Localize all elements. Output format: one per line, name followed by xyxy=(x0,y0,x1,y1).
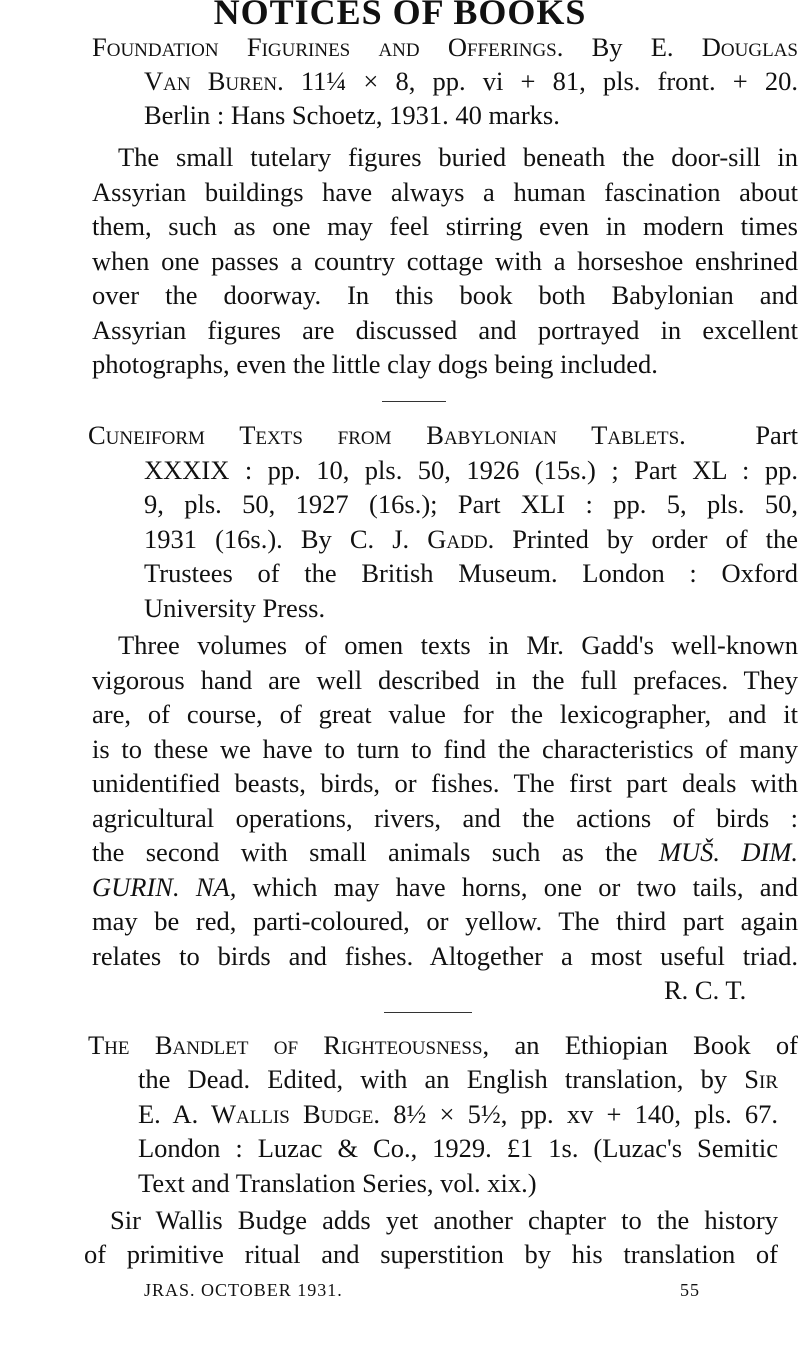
review-heading-line xyxy=(144,522,798,557)
section-divider xyxy=(384,1012,472,1013)
review-heading-line: 9, pls. 50, 1927 (16s.); Part XLI : pp. 5, pls. 50, xyxy=(144,489,798,519)
author-name: Sir xyxy=(744,1064,778,1094)
body-text: the second with small animals such as the xyxy=(92,837,659,867)
heading-text: 1931 (16s.). By C. J. xyxy=(144,524,428,554)
review-body-line: is to these we have to turn to find the characteristics of many xyxy=(92,734,798,764)
review-body-line: may be red, parti-coloured, or yellow. The third part again xyxy=(92,906,798,936)
review-body-line: Assyrian figures are discussed and portrayed in excellent xyxy=(92,315,798,345)
review-body-line: unidentified beasts, birds, or fishes. The first part deals with xyxy=(92,768,798,798)
review-heading-line: Berlin : Hans Schoetz, 1931. 40 marks. xyxy=(144,100,560,130)
review-heading-line: Trustees of the British Museum. London : Oxford xyxy=(144,558,798,588)
review-body-line: over the doorway. In this book both Babylonian and xyxy=(92,280,798,310)
review-heading-line xyxy=(138,1062,778,1097)
author-name: Douglas xyxy=(701,32,798,62)
page-number: 55 xyxy=(680,1280,700,1300)
heading-text: an Ethiopian Book of xyxy=(489,1030,798,1060)
review-body-line: are, of course, of great value for the lexicographer, and it xyxy=(92,699,798,729)
review-heading-line: University Press. xyxy=(144,593,326,623)
review-body-line: Assyrian buildings have always a human fascination about xyxy=(92,177,798,207)
heading-text: Printed by order of the xyxy=(494,524,798,554)
review-body-line: agricultural operations, rivers, and the actions of birds : xyxy=(92,803,798,833)
heading-text: the Dead. Edited, with an English translation, by xyxy=(138,1064,745,1094)
author-name: Van Buren. xyxy=(144,66,284,96)
review-body-line: of primitive ritual and superstition by his translation of xyxy=(84,1239,778,1269)
review-body-line: Sir Wallis Budge adds yet another chapter to the history xyxy=(110,1205,778,1235)
journal-footer: JRAS. OCTOBER 1931. xyxy=(144,1280,343,1300)
review-heading-line xyxy=(88,1028,798,1063)
page-title: NOTICES OF BOOKS xyxy=(213,0,587,32)
review-body-line: photographs, even the little clay dogs being included. xyxy=(92,349,658,379)
review-body-line: Three volumes of omen texts in Mr. Gadd's well-known xyxy=(118,630,798,660)
review-heading-line: Text and Translation Series, vol. xix.) xyxy=(138,1168,537,1198)
review-body-line xyxy=(92,835,798,870)
review-body-line xyxy=(92,870,798,905)
heading-text: By E. xyxy=(563,32,702,62)
heading-text: 11¼ × 8, pp. vi + 81, pls. front. + 20. xyxy=(283,66,798,96)
sumerian-term: GURIN. NA, xyxy=(92,872,237,902)
review-heading-line: XXXIX : pp. 10, pls. 50, 1926 (15s.) ; Part XL : pp. xyxy=(144,455,798,485)
review-heading-line: London : Luzac & Co., 1929. £1 1s. (Luzac's Semitic xyxy=(138,1133,778,1163)
heading-text: 8½ × 5½, pp. xv + 140, pls. 67. xyxy=(380,1099,778,1129)
review-body-line: them, such as one may feel stirring even in modern times xyxy=(92,211,798,241)
book-title: The Bandlet of Righteousness, xyxy=(88,1030,490,1060)
review-heading-line xyxy=(92,30,798,65)
review-body-line: vigorous hand are well described in the full prefaces. They xyxy=(92,665,798,695)
reviewer-signature: R. C. T. xyxy=(664,975,747,1005)
review-heading-line xyxy=(144,64,798,99)
sumerian-term: MUŠ. DIM. xyxy=(658,837,798,867)
body-text: which may have horns, one or two tails, and xyxy=(236,872,798,902)
review-body-line: when one passes a country cottage with a horseshoe enshrined xyxy=(92,246,798,276)
author-name: Gadd. xyxy=(427,524,495,554)
book-title: Foundation Figurines and Offerings. xyxy=(92,32,564,62)
review-body-line: The small tutelary figures buried beneath the door-sill in xyxy=(118,142,798,172)
author-name: E. A. Wallis Budge. xyxy=(138,1099,381,1129)
book-title: Cuneiform Texts from Babylonian Tablets. xyxy=(88,420,686,450)
heading-text: Part xyxy=(755,420,798,450)
review-heading-line xyxy=(138,1097,778,1132)
review-heading-line xyxy=(88,418,798,453)
section-divider xyxy=(382,401,446,402)
review-body-line: relates to birds and fishes. Altogether a most useful triad. xyxy=(92,941,798,971)
